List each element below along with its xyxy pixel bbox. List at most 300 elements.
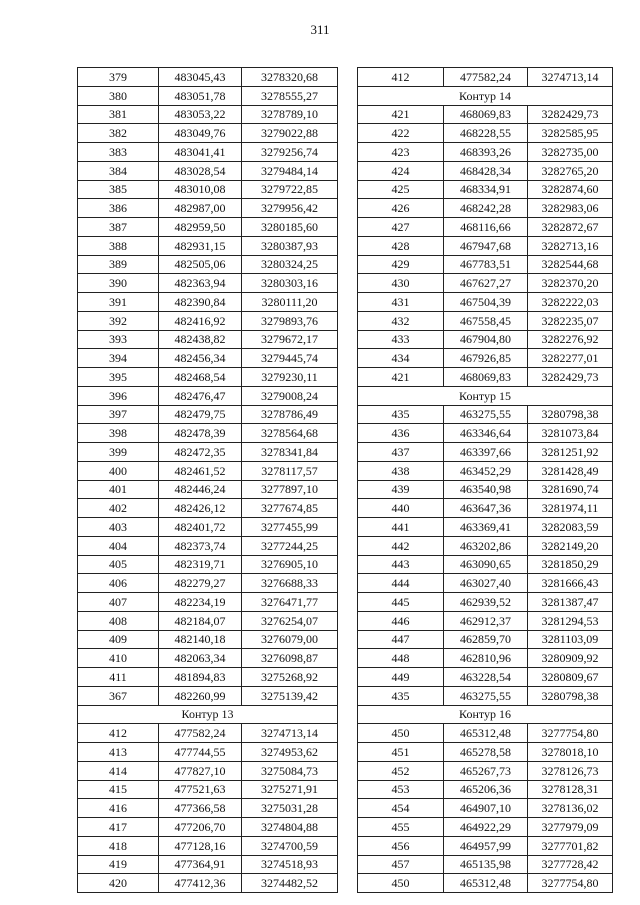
section-header-row [358, 86, 613, 105]
point-number-cell: 424 [358, 161, 444, 180]
point-number-cell: 381 [78, 105, 159, 124]
table-row [358, 630, 613, 649]
x-coordinate-cell: 482931,15 [159, 236, 242, 255]
point-number-cell: 404 [78, 536, 159, 555]
y-coordinate-cell: 3276471,77 [242, 593, 338, 612]
table-row [78, 668, 338, 687]
x-coordinate-cell: 468334,91 [444, 180, 528, 199]
y-coordinate-cell: 3281103,09 [528, 630, 613, 649]
table-row [78, 424, 338, 443]
x-coordinate-cell: 467627,27 [444, 274, 528, 293]
y-coordinate-cell: 3275268,92 [242, 668, 338, 687]
table-row [358, 105, 613, 124]
x-coordinate-cell: 481894,83 [159, 668, 242, 687]
table-row [78, 461, 338, 480]
x-coordinate-cell: 468069,83 [444, 105, 528, 124]
y-coordinate-cell: 3280185,60 [242, 218, 338, 237]
table-row [78, 761, 338, 780]
x-coordinate-cell: 483010,08 [159, 180, 242, 199]
point-number-cell: 393 [78, 330, 159, 349]
y-coordinate-cell: 3278128,31 [528, 780, 613, 799]
point-number-cell: 398 [78, 424, 159, 443]
x-coordinate-cell: 463346,64 [444, 424, 528, 443]
table-row [358, 874, 613, 893]
table-row [78, 480, 338, 499]
y-coordinate-cell: 3279445,74 [242, 349, 338, 368]
table-row [78, 574, 338, 593]
table-row [358, 199, 613, 218]
table-row [358, 649, 613, 668]
y-coordinate-cell: 3279722,85 [242, 180, 338, 199]
table-row [78, 518, 338, 537]
table-row [78, 124, 338, 143]
x-coordinate-cell: 477744,55 [159, 743, 242, 762]
x-coordinate-cell: 468069,83 [444, 368, 528, 387]
table-row [358, 180, 613, 199]
table-row [358, 799, 613, 818]
y-coordinate-cell: 3281428,49 [528, 461, 613, 480]
y-coordinate-cell: 3276098,87 [242, 649, 338, 668]
y-coordinate-cell: 3274700,59 [242, 836, 338, 855]
table-row [78, 836, 338, 855]
point-number-cell: 446 [358, 611, 444, 630]
y-coordinate-cell: 3278555,27 [242, 86, 338, 105]
point-number-cell: 380 [78, 86, 159, 105]
y-coordinate-cell: 3279230,11 [242, 368, 338, 387]
point-number-cell: 431 [358, 293, 444, 312]
point-number-cell: 447 [358, 630, 444, 649]
table-row [78, 724, 338, 743]
y-coordinate-cell: 3279256,74 [242, 143, 338, 162]
y-coordinate-cell: 3281974,11 [528, 499, 613, 518]
point-number-cell: 442 [358, 536, 444, 555]
table-row [358, 461, 613, 480]
coordinates-table-right-body [358, 68, 613, 893]
table-row [358, 330, 613, 349]
point-number-cell: 452 [358, 761, 444, 780]
y-coordinate-cell: 3278117,57 [242, 461, 338, 480]
table-row [358, 405, 613, 424]
section-header-row [358, 386, 613, 405]
table-row [78, 855, 338, 874]
x-coordinate-cell: 482363,94 [159, 274, 242, 293]
y-coordinate-cell: 3274713,14 [242, 724, 338, 743]
x-coordinate-cell: 483051,78 [159, 86, 242, 105]
point-number-cell: 401 [78, 480, 159, 499]
y-coordinate-cell: 3277728,42 [528, 855, 613, 874]
y-coordinate-cell: 3281666,43 [528, 574, 613, 593]
x-coordinate-cell: 477582,24 [444, 68, 528, 87]
coordinates-table-right [357, 67, 613, 893]
y-coordinate-cell: 3279956,42 [242, 199, 338, 218]
table-row [78, 555, 338, 574]
x-coordinate-cell: 465312,48 [444, 874, 528, 893]
point-number-cell: 443 [358, 555, 444, 574]
section-title: Контур 13 [78, 705, 338, 724]
point-number-cell: 383 [78, 143, 159, 162]
point-number-cell: 437 [358, 443, 444, 462]
point-number-cell: 408 [78, 611, 159, 630]
y-coordinate-cell: 3275084,73 [242, 761, 338, 780]
table-row [358, 311, 613, 330]
table-row [78, 330, 338, 349]
point-number-cell: 389 [78, 255, 159, 274]
y-coordinate-cell: 3277897,10 [242, 480, 338, 499]
point-number-cell: 444 [358, 574, 444, 593]
y-coordinate-cell: 3277701,82 [528, 836, 613, 855]
x-coordinate-cell: 463027,40 [444, 574, 528, 593]
table-row [78, 536, 338, 555]
x-coordinate-cell: 482505,06 [159, 255, 242, 274]
table-row [78, 349, 338, 368]
y-coordinate-cell: 3280809,67 [528, 668, 613, 687]
y-coordinate-cell: 3282713,16 [528, 236, 613, 255]
y-coordinate-cell: 3282874,60 [528, 180, 613, 199]
y-coordinate-cell: 3282872,67 [528, 218, 613, 237]
point-number-cell: 414 [78, 761, 159, 780]
point-number-cell: 413 [78, 743, 159, 762]
y-coordinate-cell: 3277674,85 [242, 499, 338, 518]
y-coordinate-cell: 3278320,68 [242, 68, 338, 87]
point-number-cell: 395 [78, 368, 159, 387]
y-coordinate-cell: 3275271,91 [242, 780, 338, 799]
point-number-cell: 382 [78, 124, 159, 143]
y-coordinate-cell: 3280909,92 [528, 649, 613, 668]
table-row [358, 518, 613, 537]
y-coordinate-cell: 3280111,20 [242, 293, 338, 312]
table-row [358, 761, 613, 780]
table-row [78, 405, 338, 424]
x-coordinate-cell: 465206,36 [444, 780, 528, 799]
x-coordinate-cell: 465267,73 [444, 761, 528, 780]
x-coordinate-cell: 477364,91 [159, 855, 242, 874]
x-coordinate-cell: 482279,27 [159, 574, 242, 593]
table-row [78, 499, 338, 518]
table-row [358, 68, 613, 87]
point-number-cell: 419 [78, 855, 159, 874]
point-number-cell: 429 [358, 255, 444, 274]
y-coordinate-cell: 3274804,88 [242, 818, 338, 837]
y-coordinate-cell: 3275139,42 [242, 686, 338, 705]
y-coordinate-cell: 3282735,00 [528, 143, 613, 162]
point-number-cell: 449 [358, 668, 444, 687]
point-number-cell: 435 [358, 405, 444, 424]
x-coordinate-cell: 464957,99 [444, 836, 528, 855]
x-coordinate-cell: 462810,96 [444, 649, 528, 668]
section-title: Контур 15 [358, 386, 613, 405]
point-number-cell: 439 [358, 480, 444, 499]
y-coordinate-cell: 3282983,06 [528, 199, 613, 218]
table-row [78, 105, 338, 124]
table-row [78, 180, 338, 199]
point-number-cell: 407 [78, 593, 159, 612]
x-coordinate-cell: 468116,66 [444, 218, 528, 237]
table-row [78, 686, 338, 705]
x-coordinate-cell: 482476,47 [159, 386, 242, 405]
table-row [78, 649, 338, 668]
table-row [358, 255, 613, 274]
x-coordinate-cell: 467926,85 [444, 349, 528, 368]
point-number-cell: 406 [78, 574, 159, 593]
section-header-row [358, 705, 613, 724]
x-coordinate-cell: 465135,98 [444, 855, 528, 874]
point-number-cell: 425 [358, 180, 444, 199]
point-number-cell: 394 [78, 349, 159, 368]
x-coordinate-cell: 482234,19 [159, 593, 242, 612]
point-number-cell: 400 [78, 461, 159, 480]
table-row [78, 874, 338, 893]
point-number-cell: 421 [358, 368, 444, 387]
x-coordinate-cell: 482987,00 [159, 199, 242, 218]
x-coordinate-cell: 467947,68 [444, 236, 528, 255]
table-row [78, 293, 338, 312]
x-coordinate-cell: 462912,37 [444, 611, 528, 630]
table-row [358, 536, 613, 555]
table-row [358, 574, 613, 593]
table-row [78, 799, 338, 818]
point-number-cell: 390 [78, 274, 159, 293]
point-number-cell: 421 [358, 105, 444, 124]
point-number-cell: 410 [78, 649, 159, 668]
y-coordinate-cell: 3277244,25 [242, 536, 338, 555]
x-coordinate-cell: 482063,34 [159, 649, 242, 668]
x-coordinate-cell: 477128,16 [159, 836, 242, 855]
point-number-cell: 428 [358, 236, 444, 255]
table-row [78, 593, 338, 612]
table-row [78, 386, 338, 405]
x-coordinate-cell: 463202,86 [444, 536, 528, 555]
y-coordinate-cell: 3277754,80 [528, 874, 613, 893]
table-row [358, 499, 613, 518]
table-row [78, 86, 338, 105]
point-number-cell: 402 [78, 499, 159, 518]
point-number-cell: 412 [78, 724, 159, 743]
y-coordinate-cell: 3276905,10 [242, 555, 338, 574]
x-coordinate-cell: 463275,55 [444, 405, 528, 424]
table-row [358, 443, 613, 462]
x-coordinate-cell: 482438,82 [159, 330, 242, 349]
x-coordinate-cell: 463275,55 [444, 686, 528, 705]
point-number-cell: 455 [358, 818, 444, 837]
y-coordinate-cell: 3280798,38 [528, 405, 613, 424]
table-row [358, 555, 613, 574]
y-coordinate-cell: 3282222,03 [528, 293, 613, 312]
y-coordinate-cell: 3274518,93 [242, 855, 338, 874]
point-number-cell: 405 [78, 555, 159, 574]
x-coordinate-cell: 467904,80 [444, 330, 528, 349]
x-coordinate-cell: 482479,75 [159, 405, 242, 424]
y-coordinate-cell: 3278564,68 [242, 424, 338, 443]
point-number-cell: 387 [78, 218, 159, 237]
table-row [78, 236, 338, 255]
x-coordinate-cell: 464922,29 [444, 818, 528, 837]
x-coordinate-cell: 482478,39 [159, 424, 242, 443]
y-coordinate-cell: 3282765,20 [528, 161, 613, 180]
table-row [78, 368, 338, 387]
point-number-cell: 423 [358, 143, 444, 162]
point-number-cell: 435 [358, 686, 444, 705]
page-number: 311 [310, 22, 330, 37]
table-row [358, 743, 613, 762]
table-row [358, 668, 613, 687]
point-number-cell: 409 [78, 630, 159, 649]
table-row [358, 236, 613, 255]
table-row [358, 124, 613, 143]
point-number-cell: 441 [358, 518, 444, 537]
point-number-cell: 412 [358, 68, 444, 87]
x-coordinate-cell: 477827,10 [159, 761, 242, 780]
y-coordinate-cell: 3282277,01 [528, 349, 613, 368]
y-coordinate-cell: 3282083,59 [528, 518, 613, 537]
table-row [78, 611, 338, 630]
x-coordinate-cell: 483053,22 [159, 105, 242, 124]
x-coordinate-cell: 483028,54 [159, 161, 242, 180]
table-row [78, 743, 338, 762]
y-coordinate-cell: 3281387,47 [528, 593, 613, 612]
point-number-cell: 422 [358, 124, 444, 143]
x-coordinate-cell: 477521,63 [159, 780, 242, 799]
table-row [358, 611, 613, 630]
x-coordinate-cell: 482416,92 [159, 311, 242, 330]
point-number-cell: 457 [358, 855, 444, 874]
table-row [358, 780, 613, 799]
table-row [78, 143, 338, 162]
x-coordinate-cell: 468393,26 [444, 143, 528, 162]
y-coordinate-cell: 3280303,16 [242, 274, 338, 293]
x-coordinate-cell: 463369,41 [444, 518, 528, 537]
table-row [78, 780, 338, 799]
x-coordinate-cell: 482456,34 [159, 349, 242, 368]
point-number-cell: 445 [358, 593, 444, 612]
y-coordinate-cell: 3276688,33 [242, 574, 338, 593]
x-coordinate-cell: 482140,18 [159, 630, 242, 649]
point-number-cell: 417 [78, 818, 159, 837]
section-title: Контур 16 [358, 705, 613, 724]
point-number-cell: 385 [78, 180, 159, 199]
table-row [358, 368, 613, 387]
x-coordinate-cell: 482319,71 [159, 555, 242, 574]
x-coordinate-cell: 463228,54 [444, 668, 528, 687]
point-number-cell: 451 [358, 743, 444, 762]
y-coordinate-cell: 3278786,49 [242, 405, 338, 424]
x-coordinate-cell: 467558,45 [444, 311, 528, 330]
table-row [358, 161, 613, 180]
x-coordinate-cell: 462859,70 [444, 630, 528, 649]
table-row [358, 293, 613, 312]
y-coordinate-cell: 3282276,92 [528, 330, 613, 349]
point-number-cell: 453 [358, 780, 444, 799]
y-coordinate-cell: 3277754,80 [528, 724, 613, 743]
y-coordinate-cell: 3282544,68 [528, 255, 613, 274]
point-number-cell: 396 [78, 386, 159, 405]
x-coordinate-cell: 462939,52 [444, 593, 528, 612]
x-coordinate-cell: 468228,55 [444, 124, 528, 143]
y-coordinate-cell: 3278341,84 [242, 443, 338, 462]
x-coordinate-cell: 463647,36 [444, 499, 528, 518]
x-coordinate-cell: 468428,34 [444, 161, 528, 180]
x-coordinate-cell: 482446,24 [159, 480, 242, 499]
point-number-cell: 432 [358, 311, 444, 330]
section-header-row [78, 705, 338, 724]
point-number-cell: 403 [78, 518, 159, 537]
y-coordinate-cell: 3280324,25 [242, 255, 338, 274]
y-coordinate-cell: 3281294,53 [528, 611, 613, 630]
table-row [358, 593, 613, 612]
y-coordinate-cell: 3281251,92 [528, 443, 613, 462]
point-number-cell: 450 [358, 724, 444, 743]
point-number-cell: 379 [78, 68, 159, 87]
x-coordinate-cell: 482959,50 [159, 218, 242, 237]
y-coordinate-cell: 3279672,17 [242, 330, 338, 349]
table-row [358, 143, 613, 162]
y-coordinate-cell: 3282149,20 [528, 536, 613, 555]
x-coordinate-cell: 482390,84 [159, 293, 242, 312]
x-coordinate-cell: 477206,70 [159, 818, 242, 837]
table-row [358, 855, 613, 874]
x-coordinate-cell: 467504,39 [444, 293, 528, 312]
x-coordinate-cell: 483045,43 [159, 68, 242, 87]
x-coordinate-cell: 477366,58 [159, 799, 242, 818]
y-coordinate-cell: 3279022,88 [242, 124, 338, 143]
x-coordinate-cell: 464907,10 [444, 799, 528, 818]
x-coordinate-cell: 482373,74 [159, 536, 242, 555]
y-coordinate-cell: 3277979,09 [528, 818, 613, 837]
x-coordinate-cell: 482401,72 [159, 518, 242, 537]
x-coordinate-cell: 465278,58 [444, 743, 528, 762]
point-number-cell: 420 [78, 874, 159, 893]
point-number-cell: 386 [78, 199, 159, 218]
point-number-cell: 388 [78, 236, 159, 255]
x-coordinate-cell: 465312,48 [444, 724, 528, 743]
y-coordinate-cell: 3282429,73 [528, 368, 613, 387]
x-coordinate-cell: 463540,98 [444, 480, 528, 499]
point-number-cell: 392 [78, 311, 159, 330]
y-coordinate-cell: 3282429,73 [528, 105, 613, 124]
point-number-cell: 411 [78, 668, 159, 687]
x-coordinate-cell: 483041,41 [159, 143, 242, 162]
table-row [78, 161, 338, 180]
point-number-cell: 418 [78, 836, 159, 855]
table-row [78, 311, 338, 330]
y-coordinate-cell: 3279008,24 [242, 386, 338, 405]
y-coordinate-cell: 3281850,29 [528, 555, 613, 574]
y-coordinate-cell: 3274482,52 [242, 874, 338, 893]
table-row [358, 218, 613, 237]
point-number-cell: 426 [358, 199, 444, 218]
y-coordinate-cell: 3280798,38 [528, 686, 613, 705]
y-coordinate-cell: 3282235,07 [528, 311, 613, 330]
y-coordinate-cell: 3276079,00 [242, 630, 338, 649]
table-row [78, 274, 338, 293]
table-row [358, 724, 613, 743]
table-row [358, 686, 613, 705]
point-number-cell: 433 [358, 330, 444, 349]
y-coordinate-cell: 3281073,84 [528, 424, 613, 443]
point-number-cell: 415 [78, 780, 159, 799]
table-row [358, 480, 613, 499]
point-number-cell: 450 [358, 874, 444, 893]
section-title: Контур 14 [358, 86, 613, 105]
point-number-cell: 367 [78, 686, 159, 705]
y-coordinate-cell: 3274713,14 [528, 68, 613, 87]
table-row [78, 255, 338, 274]
point-number-cell: 436 [358, 424, 444, 443]
y-coordinate-cell: 3278018,10 [528, 743, 613, 762]
x-coordinate-cell: 468242,28 [444, 199, 528, 218]
point-number-cell: 434 [358, 349, 444, 368]
x-coordinate-cell: 467783,51 [444, 255, 528, 274]
y-coordinate-cell: 3275031,28 [242, 799, 338, 818]
